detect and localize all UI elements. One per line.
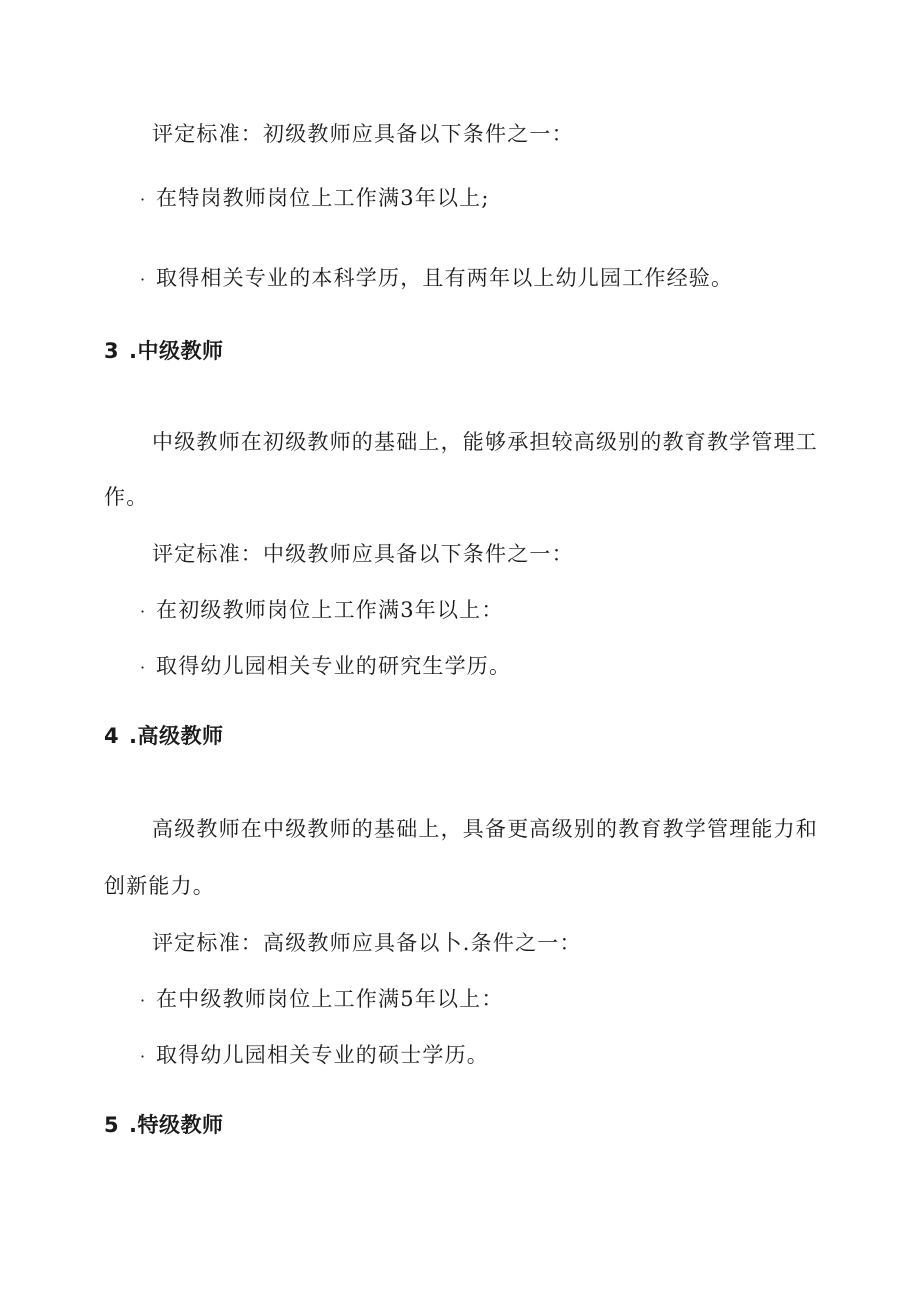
criteria-paragraph: 评定标准：高级教师应具备以卜.条件之一： — [152, 931, 582, 955]
list-item — [140, 264, 733, 294]
list-item-text: 在初级教师岗位上工作满3年以上： — [156, 598, 504, 622]
list-item-text: 在中级教师岗位上工作满5年以上： — [156, 987, 504, 1011]
list-item-text: 取得幼儿园相关专业的研究生学历。 — [156, 654, 512, 678]
section-title: .高级教师 — [129, 724, 224, 748]
bullet-marker: · — [140, 270, 147, 289]
bullet-marker: · — [140, 1047, 147, 1066]
body-paragraph: 中级教师在初级教师的基础上，能够承担较高级别的教育教学管理工 — [152, 430, 818, 454]
section-number: 5 — [104, 1113, 120, 1137]
list-item — [140, 184, 490, 214]
list-item-text: 取得相关专业的本科学历，且有两年以上幼儿园工作经验。 — [156, 266, 734, 290]
section-heading — [104, 1111, 223, 1139]
list-item — [140, 985, 504, 1015]
section-number: 4 — [104, 724, 120, 748]
list-item — [140, 652, 511, 682]
body-paragraph-continuation: 创新能力。 — [104, 874, 215, 898]
criteria-paragraph: 评定标准：中级教师应具备以下条件之一： — [152, 542, 574, 566]
list-item — [140, 596, 504, 626]
list-item-text: 在特岗教师岗位上工作满3年以上; — [156, 186, 490, 210]
criteria-paragraph: 评定标准：初级教师应具备以下条件之一： — [152, 122, 574, 146]
body-paragraph: 高级教师在中级教师的基础上，具备更高级别的教育教学管理能力和 — [152, 817, 818, 841]
list-item — [140, 1041, 489, 1071]
bullet-marker: · — [140, 602, 147, 621]
list-item-text: 取得幼儿园相关专业的硕士学历。 — [156, 1043, 489, 1067]
section-heading — [104, 337, 223, 365]
bullet-marker: · — [140, 658, 147, 677]
bullet-marker: · — [140, 991, 147, 1010]
section-title: .特级教师 — [129, 1113, 224, 1137]
section-title: .中级教师 — [129, 339, 224, 363]
section-number: 3 — [104, 339, 120, 363]
bullet-marker: · — [140, 190, 147, 209]
section-heading — [104, 722, 223, 750]
body-paragraph-continuation: 作。 — [104, 485, 149, 509]
